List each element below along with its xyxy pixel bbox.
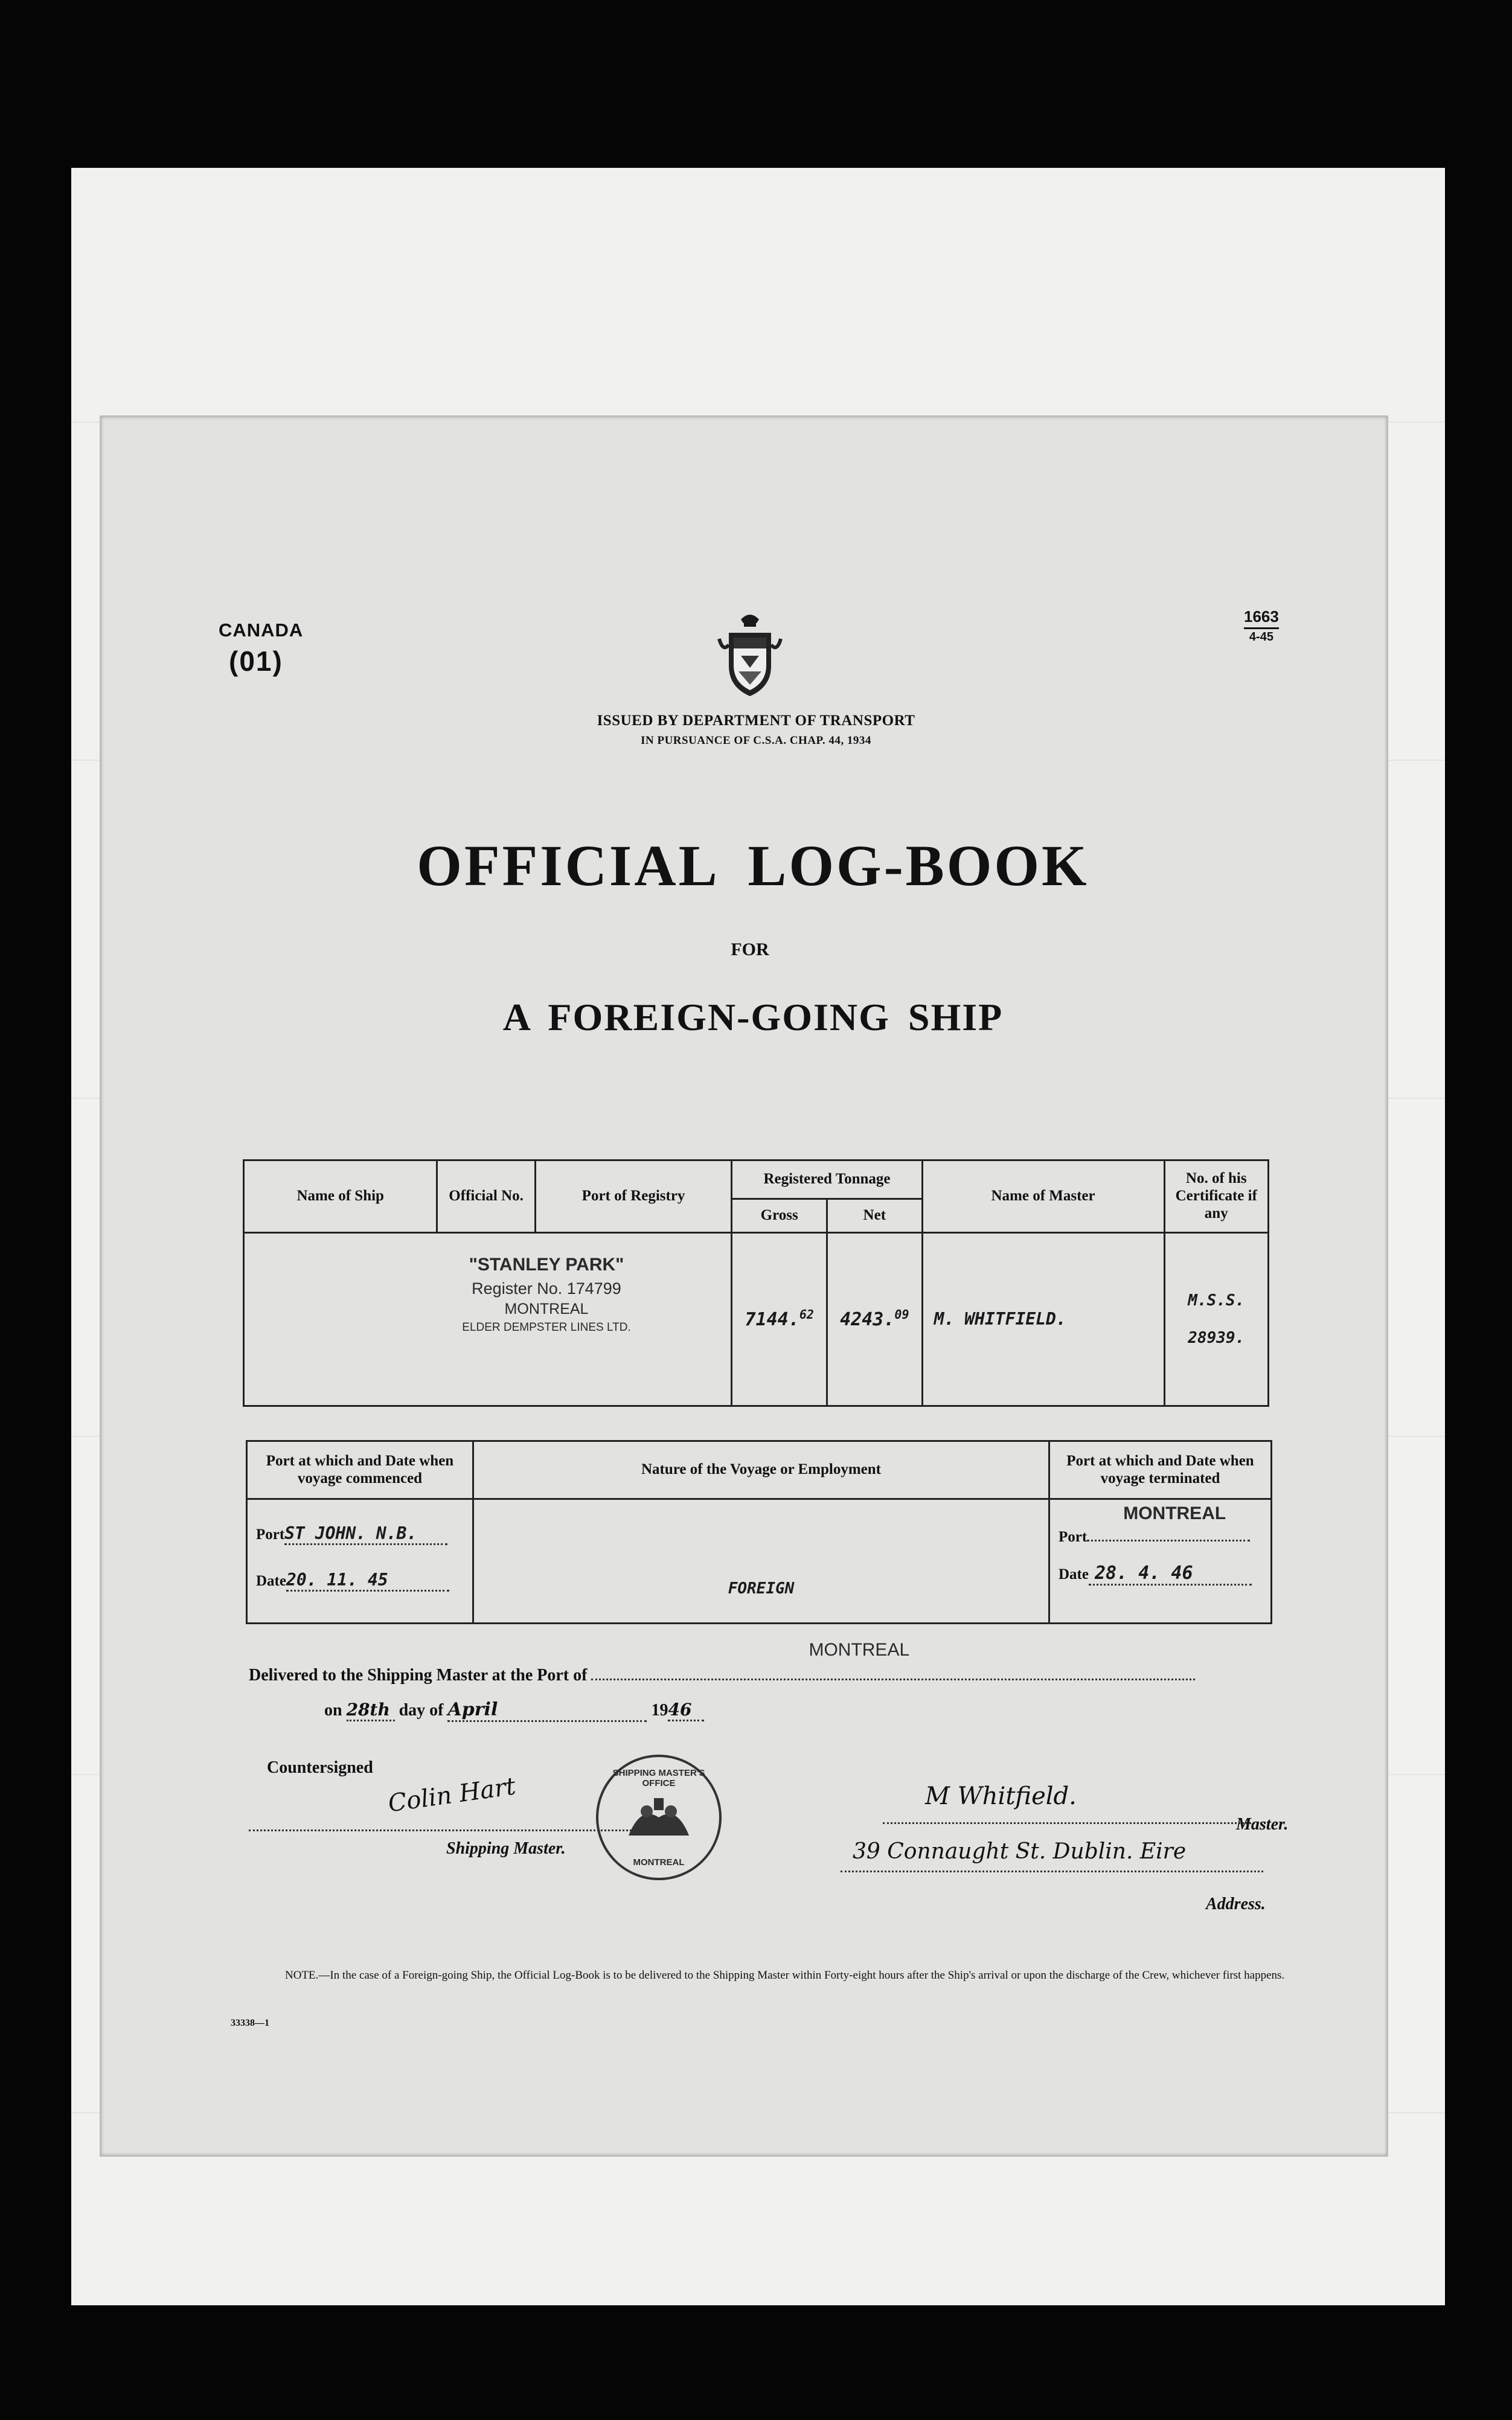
- shipping-master-label: Shipping Master.: [446, 1839, 566, 1858]
- shipping-master-signature: Colin Hart: [386, 1772, 517, 1818]
- seal-text-bottom: MONTREAL: [633, 1857, 685, 1868]
- net-tonnage-value: 4243.09: [827, 1233, 923, 1406]
- commenced-date-value: 20. 11. 45: [286, 1570, 449, 1592]
- delivery-label: Delivered to the Shipping Master at the Port of: [249, 1666, 588, 1685]
- delivery-day-value: 28th: [347, 1700, 395, 1721]
- country-code: (01): [229, 645, 283, 677]
- terminated-date-value: 28. 4. 46: [1089, 1563, 1252, 1586]
- header-voyage-commenced: Port at which and Date when voyage commenced: [247, 1441, 473, 1499]
- country-label: CANADA: [219, 619, 304, 641]
- shipping-office-seal: [596, 1755, 722, 1880]
- seal-emblem-icon: [623, 1793, 695, 1842]
- master-name-value: M. WHITFIELD.: [922, 1233, 1164, 1406]
- header-name-of-ship: Name of Ship: [244, 1160, 437, 1233]
- delivery-month-value: April: [447, 1699, 647, 1722]
- terminated-port-label: Port: [1059, 1529, 1088, 1545]
- delivery-date-line: [324, 1699, 704, 1722]
- terminated-date-label: Date: [1059, 1566, 1089, 1583]
- master-label: Master.: [1236, 1815, 1289, 1834]
- master-address: 39 Connaught St. Dublin. Eire: [853, 1839, 1187, 1864]
- header-official-no: Official No.: [437, 1160, 535, 1233]
- ship-stamp-cell: [244, 1233, 732, 1406]
- certificate-value: M.S.S. 28939.: [1164, 1233, 1269, 1406]
- registry-port-stamp: MONTREAL: [504, 1300, 589, 1317]
- terminated-port-value: MONTREAL: [1123, 1503, 1226, 1523]
- seal-text-top: SHIPPING MASTER'S OFFICE: [612, 1768, 705, 1788]
- year-prefix: 19: [651, 1701, 668, 1720]
- header-certificate-no: No. of his Certificate if any: [1164, 1160, 1269, 1233]
- header-voyage-nature: Nature of the Voyage or Employment: [473, 1441, 1049, 1499]
- master-signature: M Whitfield.: [925, 1782, 1077, 1810]
- register-number-stamp: Register No. 174799: [472, 1279, 621, 1298]
- port-label: Port: [256, 1526, 285, 1543]
- gross-tonnage-value: 7144.62: [732, 1233, 827, 1406]
- ship-name-stamp: "STANLEY PARK": [469, 1255, 624, 1275]
- voyage-table: [246, 1440, 1272, 1624]
- address-line: [841, 1839, 1263, 1872]
- log-book-cover: [100, 415, 1388, 2157]
- header-voyage-terminated: Port at which and Date when voyage terminated: [1049, 1441, 1272, 1499]
- date-label: Date: [256, 1573, 286, 1590]
- page-subtitle: A FOREIGN-GOING SHIP: [502, 996, 1004, 1039]
- form-number: 1663 4-45: [1244, 607, 1279, 644]
- delivery-line: [249, 1640, 1195, 1685]
- header-name-of-master: Name of Master: [922, 1160, 1164, 1233]
- header-registered-tonnage: Registered Tonnage: [732, 1160, 922, 1199]
- form-edition: 4-45: [1244, 627, 1279, 644]
- delivery-note: NOTE.—In the case of a Foreign-going Ship, the Official Log-Book is to be delivered to the Shipping Master within Forty-eight hours after the Ship's arrival or upon the discharge of the Crew, whichever first happens.: [285, 1969, 1285, 1982]
- countersigned-label: Countersigned: [267, 1758, 373, 1777]
- header-net: Net: [827, 1199, 923, 1233]
- address-label: Address.: [1206, 1895, 1266, 1913]
- delivery-year-value: 46: [668, 1700, 704, 1721]
- commenced-port-value: ST JOHN. N.B.: [284, 1524, 447, 1545]
- ship-particulars-table: [243, 1159, 1269, 1407]
- shipping-master-signature-line: [249, 1772, 635, 1831]
- header-gross: Gross: [732, 1199, 827, 1233]
- delivery-port-value: MONTREAL: [809, 1640, 910, 1660]
- coat-of-arms-icon: [717, 609, 783, 699]
- pursuance-line: IN PURSUANCE OF C.S.A. CHAP. 44, 1934: [641, 734, 871, 747]
- voyage-nature-value: FOREIGN: [473, 1499, 1049, 1624]
- for-label: FOR: [731, 940, 769, 959]
- on-label: on: [324, 1701, 342, 1720]
- master-signature-line: [883, 1782, 1269, 1824]
- owner-stamp: ELDER DEMPSTER LINES LTD.: [462, 1320, 631, 1334]
- day-of-label: day of: [399, 1701, 444, 1720]
- issued-by: ISSUED BY DEPARTMENT OF TRANSPORT: [597, 712, 915, 729]
- voyage-commenced-cell: [247, 1499, 473, 1624]
- header-port-of-registry: Port of Registry: [535, 1160, 732, 1233]
- print-code: 33338—1: [231, 2018, 269, 2028]
- page-title: OFFICIAL LOG-BOOK: [417, 833, 1089, 898]
- voyage-terminated-cell: [1049, 1499, 1272, 1624]
